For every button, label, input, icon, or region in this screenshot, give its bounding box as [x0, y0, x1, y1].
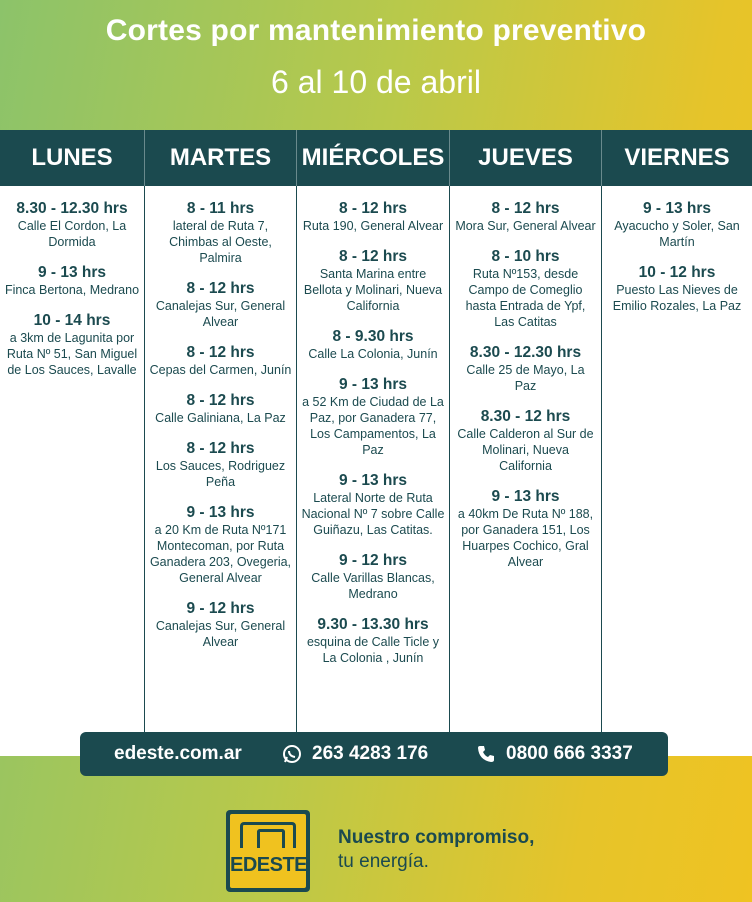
outage-time: 8 - 12 hrs	[186, 280, 255, 297]
outage-time: 8 - 12 hrs	[186, 344, 255, 361]
outage-location: a 20 Km de Ruta Nº171 Montecoman, por Ruta Ganadera 203, Ovegeria, General Alvear	[149, 523, 292, 585]
outage-location: Los Sauces, Rodriguez Peña	[155, 459, 286, 489]
outage-entry	[297, 552, 449, 602]
outage-time: 9 - 13 hrs	[491, 488, 560, 505]
day-column-lunes	[0, 186, 145, 756]
outage-location: Lateral Norte de Ruta Nacional Nº 7 sobre Calle Guiñazu, Las Catitas.	[301, 491, 445, 537]
phone-contact[interactable]	[476, 743, 633, 765]
outage-entry	[0, 200, 144, 250]
outage-entry	[297, 200, 449, 234]
day-header-martes: MARTES	[145, 130, 297, 186]
outage-entry	[450, 344, 601, 394]
outage-entry	[145, 504, 296, 586]
outage-entry	[450, 248, 601, 330]
outage-entry	[145, 280, 296, 330]
day-columns	[0, 186, 752, 756]
day-header-miercoles: MIÉRCOLES	[297, 130, 450, 186]
website-link[interactable]: edeste.com.ar	[114, 743, 242, 764]
outage-location: Ayacucho y Soler, San Martín	[614, 219, 740, 249]
outage-location: Calle 25 de Mayo, La Paz	[466, 363, 585, 393]
outage-location: Mora Sur, General Alvear	[455, 219, 596, 233]
tagline-bold: Nuestro compromiso,	[338, 827, 535, 848]
outage-time: 8 - 12 hrs	[491, 200, 560, 217]
contact-bar	[80, 732, 668, 776]
day-column-martes	[145, 186, 297, 756]
outage-entry	[450, 488, 601, 570]
outage-time: 10 - 12 hrs	[638, 264, 716, 281]
outage-location: a 52 Km de Ciudad de La Paz, por Ganadera 77, Los Campamentos, La Paz	[302, 395, 444, 457]
outage-time: 9 - 13 hrs	[186, 504, 255, 521]
outage-time: 9 - 13 hrs	[338, 472, 408, 489]
outage-entry	[450, 200, 601, 234]
outage-time: 8 - 9.30 hrs	[332, 328, 414, 345]
date-range: 6 al 10 de abril	[271, 64, 481, 100]
phone-number: 0800 666 3337	[506, 743, 633, 764]
outage-entry	[145, 344, 296, 378]
outage-entry	[297, 248, 449, 314]
phone-icon	[476, 744, 496, 764]
outage-time: 8 - 11 hrs	[186, 200, 255, 217]
outage-entry	[450, 408, 601, 474]
outage-time: 8.30 - 12 hrs	[480, 408, 571, 425]
day-column-viernes	[602, 186, 752, 756]
outage-time: 8 - 10 hrs	[491, 248, 560, 265]
day-column-miercoles	[297, 186, 450, 756]
outage-entry	[297, 328, 449, 362]
outage-location: Finca Bertona, Medrano	[4, 283, 140, 297]
outage-location: Santa Marina entre Bellota y Molinari, Nueva California	[303, 267, 443, 313]
outage-location: lateral de Ruta 7, Chimbas al Oeste, Palmira	[169, 219, 272, 265]
day-header-jueves: JUEVES	[450, 130, 602, 186]
outage-time: 8 - 12 hrs	[186, 440, 255, 457]
outage-location: Calle El Cordon, La Dormida	[17, 219, 127, 249]
outage-location: Canalejas Sur, General Alvear	[155, 299, 286, 329]
outage-entry	[145, 200, 296, 266]
outage-location: Canalejas Sur, General Alvear	[155, 619, 286, 649]
day-header-lunes: LUNES	[0, 130, 145, 186]
outage-location: a 3km de Lagunita por Ruta Nº 51, San Miguel de Los Sauces, Lavalle	[6, 331, 138, 377]
logo-mark-icon	[240, 822, 296, 848]
outage-location: Ruta Nº153, desde Campo de Comeglio hasta Entrada de Ypf, Las Catitas	[465, 267, 586, 329]
day-header-viernes: VIERNES	[624, 144, 730, 171]
day-header-row	[0, 130, 752, 186]
outage-time: 9 - 12 hrs	[186, 600, 255, 617]
outage-entry	[297, 616, 449, 666]
outage-entry	[0, 264, 144, 298]
outage-entry	[602, 264, 752, 314]
outage-entry	[145, 440, 296, 490]
outage-location: Cepas del Carmen, Junín	[149, 363, 292, 377]
whatsapp-number: 263 4283 176	[312, 743, 429, 764]
outage-entry	[602, 200, 752, 250]
outage-time: 8 - 12 hrs	[338, 200, 408, 217]
outage-time: 10 - 14 hrs	[33, 312, 111, 329]
whatsapp-contact[interactable]	[282, 743, 428, 765]
outage-location: Ruta 190, General Alvear	[302, 219, 444, 233]
outage-location: Calle Calderon al Sur de Molinari, Nueva California	[457, 427, 594, 473]
edeste-logo	[226, 810, 310, 892]
page-title: Cortes por mantenimiento preventivo	[105, 14, 647, 47]
outage-location: a 40km De Ruta Nº 188, por Ganadera 151, Los Huarpes Cochico, Gral Alvear	[457, 507, 594, 569]
outage-location: Calle Galiniana, La Paz	[155, 411, 286, 425]
outage-entry	[0, 312, 144, 378]
outage-time: 9.30 - 13.30 hrs	[317, 616, 429, 633]
outage-time: 9 - 13 hrs	[37, 264, 107, 281]
outage-time: 8.30 - 12.30 hrs	[16, 200, 128, 217]
outage-location: esquina de Calle Ticle y La Colonia , Junín	[306, 635, 440, 665]
outage-time: 9 - 13 hrs	[642, 200, 712, 217]
outage-entry	[297, 376, 449, 458]
outage-time: 9 - 13 hrs	[338, 376, 408, 393]
outage-time: 9 - 12 hrs	[338, 552, 408, 569]
outage-time: 8 - 12 hrs	[186, 392, 255, 409]
outage-location: Calle Varillas Blancas, Medrano	[311, 571, 435, 601]
day-column-jueves	[450, 186, 602, 756]
tagline-text: tu energía.	[338, 851, 429, 872]
whatsapp-icon	[282, 744, 302, 764]
outage-time: 8 - 12 hrs	[338, 248, 408, 265]
brand-tagline	[338, 826, 534, 874]
outage-entry	[145, 600, 296, 650]
logo-text: EDESTE	[230, 854, 308, 876]
outage-location: Calle La Colonia, Junín	[308, 347, 438, 361]
outage-time: 8.30 - 12.30 hrs	[469, 344, 582, 361]
outage-location: Puesto Las Nieves de Emilio Rozales, La Paz	[612, 283, 742, 313]
outage-entry	[145, 392, 296, 426]
schedule-table	[0, 130, 752, 756]
outage-entry	[297, 472, 449, 538]
